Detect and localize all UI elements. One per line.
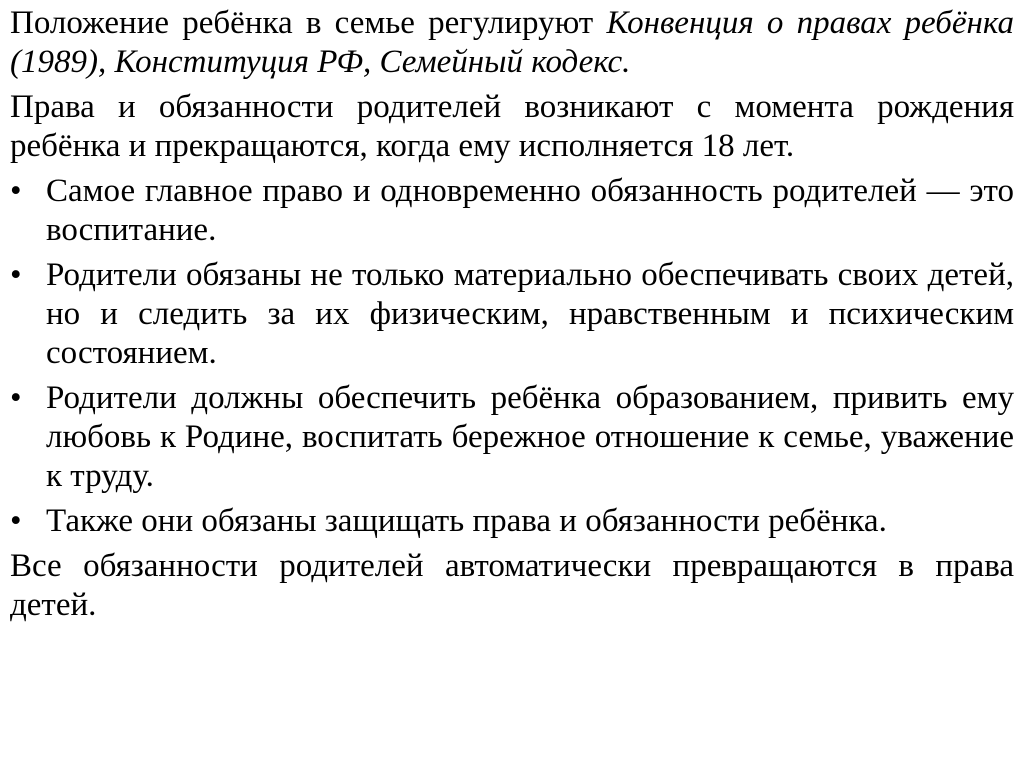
bullet-icon: • (10, 380, 22, 416)
intro-paragraph (10, 4, 1014, 82)
bullet-icon: • (10, 503, 22, 539)
bullet-item-upbringing (10, 172, 1014, 250)
bullet-text: Родители должны обеспечить ребёнка образованием, привить ему любовь к Родине, воспитать бережное отношение к семье, уважение к труду. (46, 380, 1014, 494)
intro-legal-documents: Конвенция о правах ребёнка (1989), Конституция РФ, Семейный кодекс. (10, 5, 1014, 80)
bullet-text: Также они обязаны защищать права и обязанности ребёнка. (46, 503, 887, 539)
rights-duration-paragraph: Права и обязанности родителей возникают с момента рождения ребёнка и прекращаются, когда ему исполняется 18 лет. (10, 89, 1014, 164)
bullet-item-material-support (10, 256, 1014, 373)
bullet-item-education (10, 379, 1014, 496)
closing-paragraph: Все обязанности родителей автоматически превращаются в права детей. (10, 548, 1014, 623)
bullet-text: Родители обязаны не только материально обеспечивать своих детей, но и следить за их физическим, нравственным и психическим состоянием. (46, 257, 1014, 371)
bullet-icon: • (10, 173, 22, 209)
bullet-item-protection (10, 502, 1014, 541)
slide-content (10, 4, 1014, 631)
intro-text: Положение ребёнка в семье регулируют (10, 5, 607, 41)
bullet-text: Самое главное право и одновременно обязанность родителей — это воспитание. (46, 173, 1014, 248)
bullet-icon: • (10, 257, 22, 293)
